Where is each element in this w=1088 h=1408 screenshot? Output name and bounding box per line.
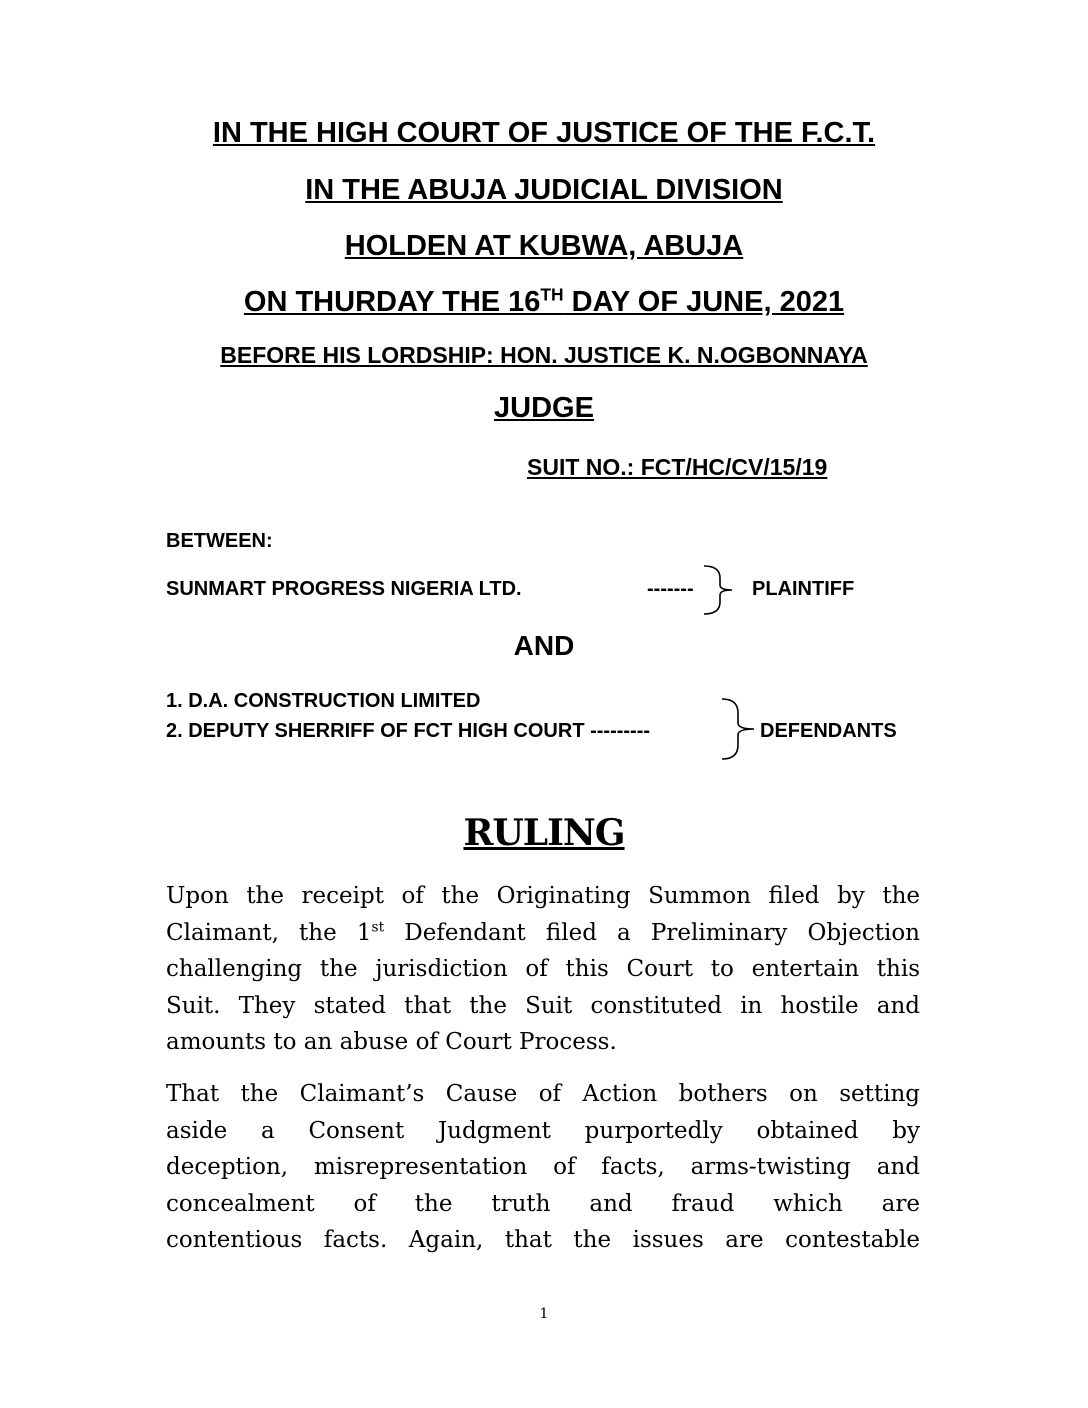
paragraph-2-line-4: concealment of the truth and fraud which are bbox=[166, 1190, 920, 1217]
paragraph-1-line-1: Upon the receipt of the Originating Summon filed by the bbox=[166, 883, 920, 909]
plaintiff-name: SUNMART PROGRESS NIGERIA LTD. bbox=[166, 578, 522, 600]
ruling-heading: RULING bbox=[463, 812, 625, 854]
date-title: ON THURDAY THE 16TH DAY OF JUNE, 2021 bbox=[243, 284, 845, 318]
defendant-1: 1. D.A. CONSTRUCTION LIMITED bbox=[166, 690, 481, 712]
between-label: BETWEEN: bbox=[166, 530, 273, 552]
plaintiff-brace bbox=[700, 564, 740, 616]
plaintiff-role: PLAINTIFF bbox=[752, 578, 855, 600]
paragraph-2-line-3: deception, misrepresentation of facts, arms-twisting and bbox=[166, 1154, 920, 1180]
defendant-2: 2. DEPUTY SHERRIFF OF FCT HIGH COURT --------- bbox=[166, 720, 651, 742]
before-lordship: BEFORE HIS LORDSHIP: HON. JUSTICE K. N.OGBONNAYA bbox=[220, 342, 868, 368]
page-number: 1 bbox=[539, 1306, 549, 1322]
judge-title: JUDGE bbox=[494, 392, 594, 424]
paragraph-1-line-2: Claimant, the 1st Defendant filed a Preliminary Objection bbox=[166, 918, 920, 946]
paragraph-1 bbox=[166, 878, 920, 1061]
defendants-role: DEFENDANTS bbox=[760, 720, 897, 742]
paragraph-2-line-2: aside a Consent Judgment purportedly obtained by bbox=[166, 1117, 920, 1144]
defendants-brace bbox=[720, 697, 764, 761]
holden-at-title: HOLDEN AT KUBWA, ABUJA bbox=[344, 230, 744, 262]
paragraph-2-line-5: contentious facts. Again, that the issues are contestable bbox=[166, 1227, 920, 1253]
suit-number: SUIT NO.: FCT/HC/CV/15/19 bbox=[527, 454, 828, 480]
paragraph-2 bbox=[166, 1076, 920, 1259]
division-title: IN THE ABUJA JUDICIAL DIVISION bbox=[305, 174, 783, 206]
plaintiff-dashes: ------- bbox=[647, 578, 694, 600]
paragraph-1-line-4: Suit. They stated that the Suit constituted in hostile and bbox=[166, 992, 920, 1019]
paragraph-1-line-3: challenging the jurisdiction of this Court to entertain this bbox=[166, 956, 920, 982]
paragraph-1-line-5: amounts to an abuse of Court Process. bbox=[166, 1029, 617, 1055]
paragraph-2-line-1: That the Claimant’s Cause of Action bothers on setting bbox=[166, 1081, 920, 1107]
court-title: IN THE HIGH COURT OF JUSTICE OF THE F.C.T. bbox=[212, 117, 876, 149]
and-separator: AND bbox=[513, 630, 575, 661]
